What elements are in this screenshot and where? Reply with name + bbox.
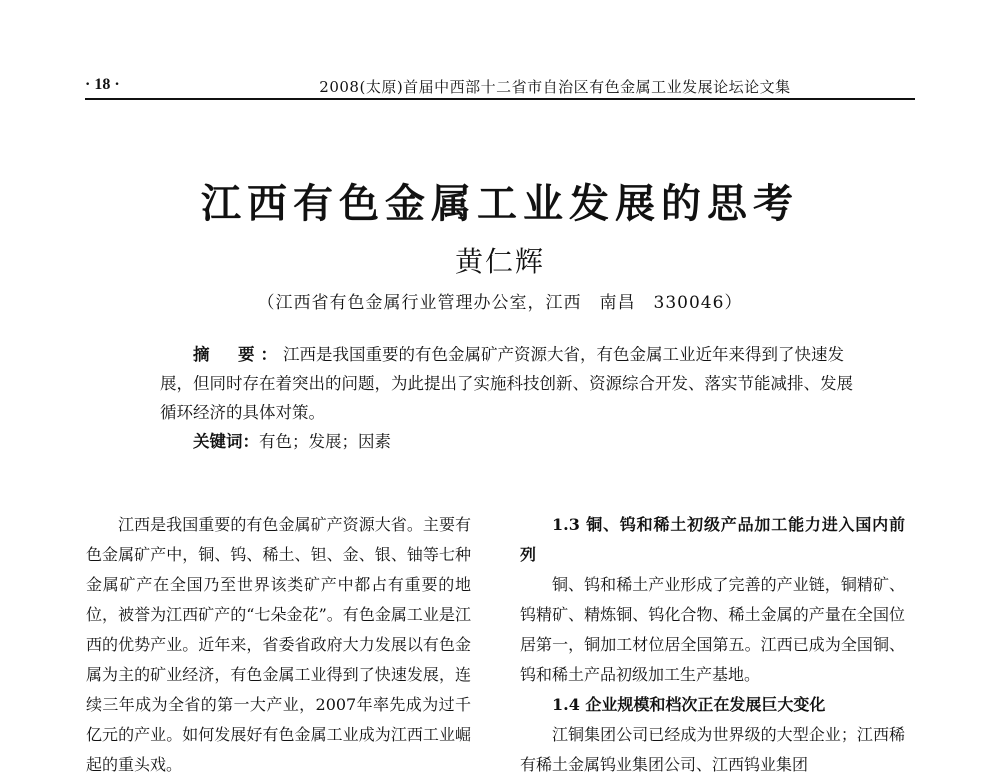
keywords-text: 有色；发展；因素: [259, 432, 391, 451]
abstract-block: [160, 340, 860, 456]
keywords-line: [160, 427, 860, 456]
abstract-text: 江西是我国重要的有色金属矿产资源大省，有色金属工业近年来得到了快速发展，但同时存在着突出的问题，为此提出了实施科技创新、资源综合开发、落实节能减排、发展循环经济的具体对策。: [160, 345, 853, 422]
body-column-left: [86, 510, 471, 780]
body-column-right: [520, 510, 905, 780]
section-1-3-heading: 1.3 铜、钨和稀土初级产品加工能力进入国内前列: [520, 515, 905, 564]
page-number: · 18 ·: [85, 76, 120, 93]
running-header: [85, 70, 915, 100]
author-affiliation: （江西省有色金属行业管理办公室，江西 南昌 330046）: [257, 293, 743, 313]
section-1-4-text: 江铜集团公司已经成为世界级的大型企业；江西稀有稀土金属钨业集团公司、江西钨业集团: [520, 725, 905, 774]
section-1-4-heading: 1.4 企业规模和档次正在发展巨大变化: [552, 695, 826, 714]
abstract-paragraph: [160, 340, 860, 427]
section-1-3-text: 铜、钨和稀土产业形成了完善的产业链，铜精矿、钨精矿、精炼铜、钨化合物、稀土金属的产量在全国位居第一，铜加工材位居全国第五。江西已成为全国铜、钨和稀土产品初级加工生产基地。: [520, 575, 905, 684]
running-head-title: 2008(太原)首届中西部十二省市自治区有色金属工业发展论坛论文集: [319, 78, 791, 96]
article-title: 江西有色金属工业发展的思考: [201, 180, 799, 227]
abstract-label: 摘 要：: [193, 345, 283, 364]
article-author: 黄仁辉: [454, 245, 545, 278]
intro-paragraph: 江西是我国重要的有色金属矿产资源大省。主要有色金属矿产中，铜、钨、稀土、钽、金、银、铀等七种金属矿产在全国乃至世界该类矿产中都占有重要的地位，被誉为江西矿产的“七朵金花”。有色金属工业是江西的优势产业。近年来，省委省政府大力发展以有色金属为主的矿业经济，有色金属工业得到了快速发展，连续三年成为全省的第一大产业，2007年率先成为过千亿元的产业。如何发展好有色金属工业成为江西工业崛起的重头戏。: [86, 515, 471, 774]
keywords-label: 关键词：: [193, 432, 259, 451]
